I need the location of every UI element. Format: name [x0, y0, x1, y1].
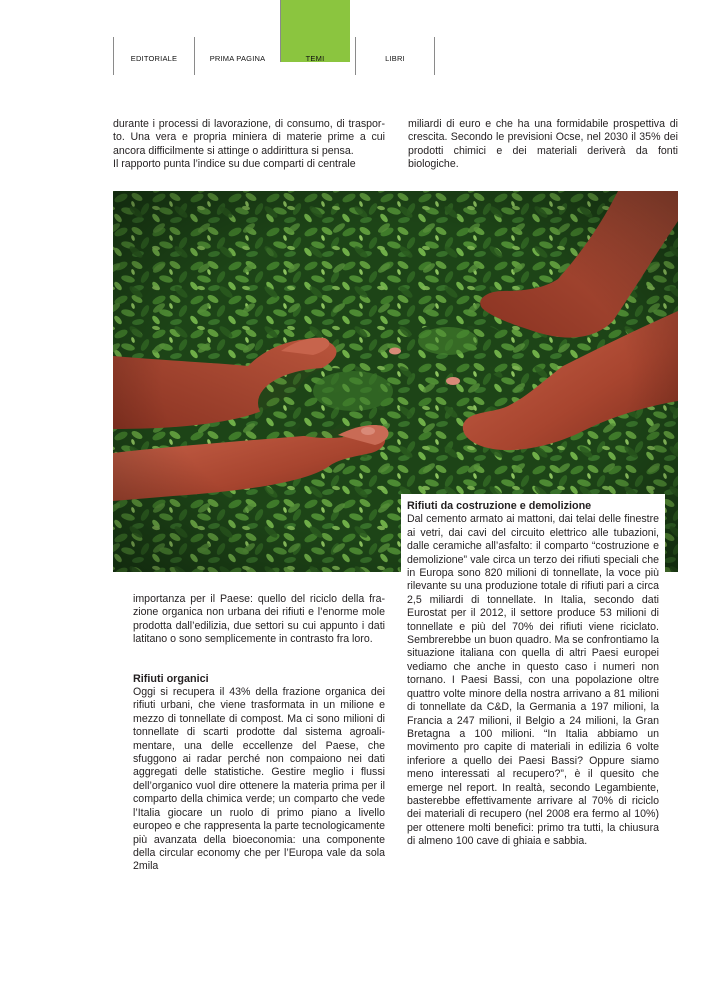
organic-waste-body: Oggi si recupera il 43% della frazione organica dei rifiuti urbani, che viene trasformata in un milione e mezzo di tonnellate di compost. Ma ci sono milioni di tonnellate di scarti prodotte dal sistema agroalimentare, una delle eccellenze del Paese, che sfuggono ai radar perché non compaiono nei dati aggregati delle statistiche. Gestire meglio i flussi dell’organico vuol dire ottenere la materia prima per il comparto della chimica verde; un comparto che vede l’Italia giocare un ruolo di primo piano a livello europeo e che rappresenta la parte tecnologicamente più avanzata della bioeconomia: una componente della circular economy che per l’Europa vale da sola 2mila — [133, 686, 385, 873]
intro-paragraph: importanza per il Paese: quello del riciclo della frazione organica non urbana dei rifiuti e l’enorme mole prodotta dall’edilizia, due settori su cui appunto i dati latitano o sono semplicemente in contrasto fra loro. — [133, 593, 385, 646]
tab-temi[interactable] — [280, 37, 350, 75]
left-column — [133, 593, 385, 874]
tab-libri[interactable] — [355, 37, 435, 75]
construction-waste-content — [407, 500, 659, 849]
construction-waste-box — [401, 494, 665, 876]
top-navigation — [0, 0, 725, 80]
tab-editoriale[interactable] — [113, 37, 194, 75]
tab-temi-label: TEMI — [305, 54, 325, 63]
tab-prima-pagina-label: PRIMA PAGINA — [209, 54, 266, 63]
tab-prima-pagina[interactable] — [194, 37, 280, 75]
top-left-text — [113, 118, 385, 172]
construction-waste-body: Dal cemento armato ai mattoni, dai telai delle finestre ai vetri, dai cavi del circuito elettrico alle tubazioni, dalle ceramiche all’asfalto: il comparto “costruzione e demolizione” vale circa un terzo dei rifiuti speciali che in Europa sono 820 milioni di tonnellate, la voce più rilevante su una produzione totale di rifiuti pari a circa 2,5 miliardi di tonnellate. In Italia, secondo dati Eurostat per il 2012, il settore produce 53 milioni di tonnellate e più del 70% dei rifiuti viene riciclato. Sembrerebbe un buon quadro. Ma se confrontiamo la situazione italiana con quella di altri Paesi europei vediamo che anche in questo caso i numeri non tornano. I Paesi Bassi, con una popolazione oltre quattro volte minore della nostra arrivano a 81 milioni di tonnellate da C&D, la Germania a 197 milioni, la Francia a 247 milioni, il Belgio a 24 milioni, la Gran Bretagna a 100 milioni. “In Italia abbiamo un movimento pro capite di materiali in edilizia 6 volte inferiore a quello dei Paesi Bassi? Oppure siamo meno interessati al recupero?”, è il quesito che emerge nel report. In realtà, secondo Legambiente, basterebbe effettivamente arrivare al 70% di riciclo dei materiali di recupero (nel 2008 era fermo al 10%) per ottenere molti benefici: primo tra tutti, la chiusura di almeno 100 cave di ghiaia e sabbia. — [407, 513, 659, 848]
construction-waste-heading: Rifiuti da costruzione e demolizione — [407, 500, 592, 512]
tab-editoriale-label: EDITORIALE — [130, 54, 178, 63]
tab-libri-label: LIBRI — [385, 54, 405, 63]
paragraph: miliardi di euro e che ha una formidabile prospettiva di crescita. Secondo le previsioni Ocse, nel 2030 il 35% dei prodotti chimici e dei materiali deriverà da fonti biologiche. — [408, 118, 678, 171]
organic-waste-heading: Rifiuti organici — [133, 672, 209, 685]
paragraph: durante i processi di lavorazione, di consumo, di trasporto. Una vera e propria miniera di materie prime a cui ancora difficilmente si attinge o addirittura si pensa. — [113, 118, 385, 157]
paragraph: Il rapporto punta l’indice su due comparti di centrale — [113, 158, 356, 171]
top-right-text — [408, 118, 678, 172]
